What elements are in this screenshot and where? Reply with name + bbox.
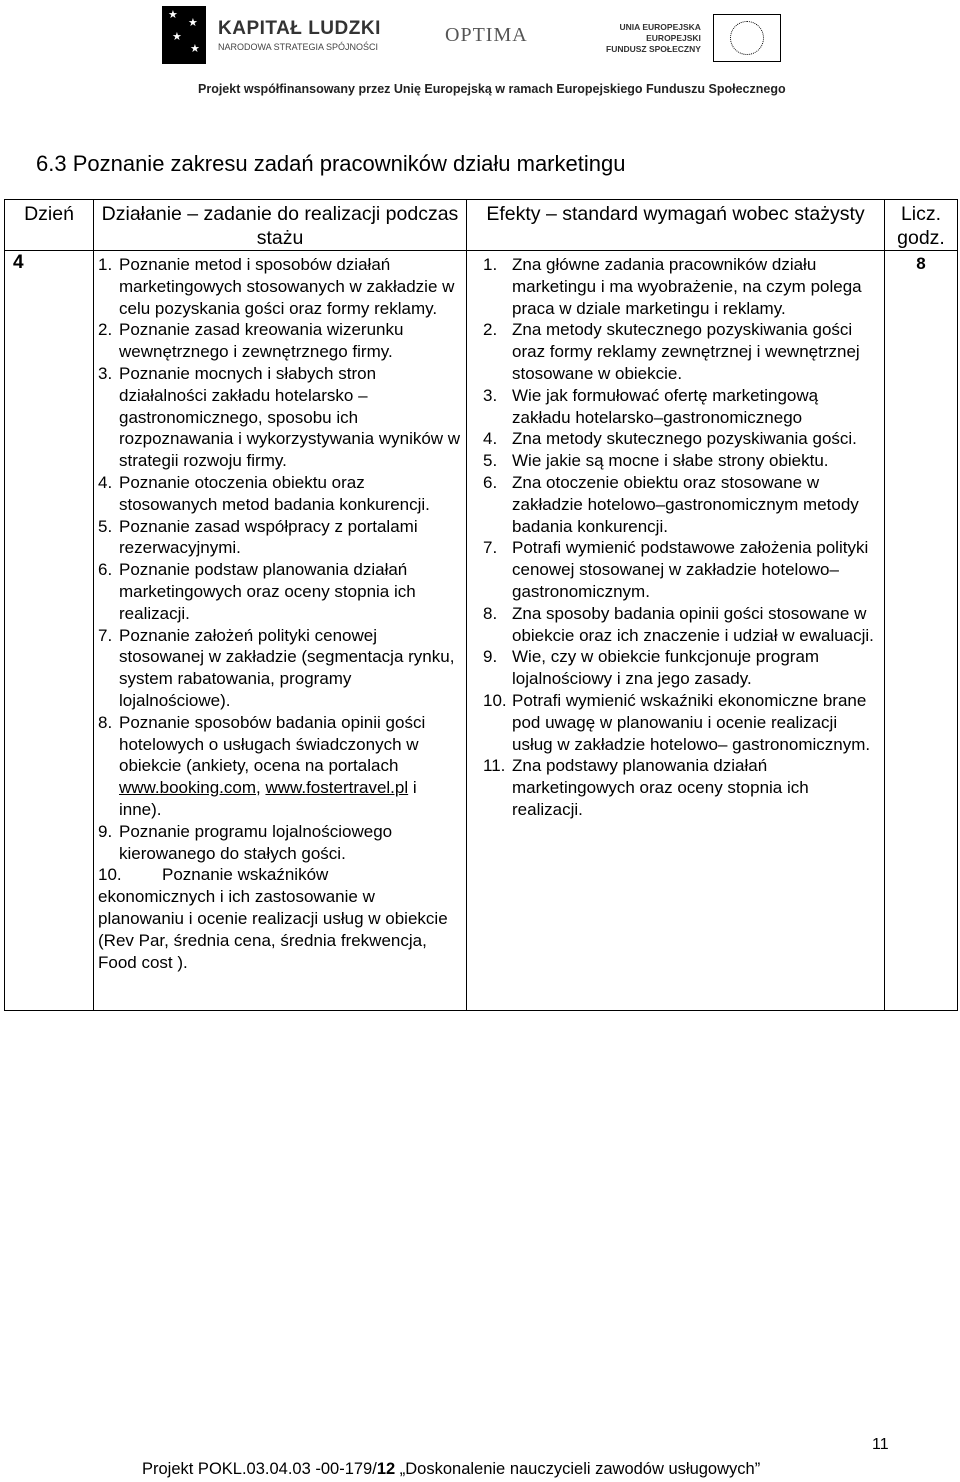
list-item: 11. Zna podstawy planowania działań marketingowych oraz oceny stopnia ich realizacji. [483,756,809,819]
list-item: 7. Poznanie założeń polityki cenowej stosowanej w zakładzie (segmentacja rynku, system rabatowania, programy lojalnościowe). [98,625,455,710]
header-hours: Licz. godz. [885,200,958,251]
list-item: 1. Poznanie metod i sposobów działań marketingowych stosowanych w zakładzie w celu pozyskania gości oraz formy reklamy. [98,255,455,318]
hours-cell: 8 [885,251,958,1011]
actions-list [94,251,466,973]
effects-cell [467,251,885,1011]
table-header-row [5,200,958,251]
header-day: Dzień [5,200,94,251]
list-item: 4. Poznanie otoczenia obiektu oraz stosowanych metod badania konkurencji. [98,472,430,514]
list-item: 10. Potrafi wymienić wskaźniki ekonomiczne brane pod uwagę w planowaniu i ocenie realizacji usług w zakładzie hotelowo– gastronomicznym. [483,690,871,754]
eu-logo [606,14,781,62]
list-item: 4. Zna metody skutecznego pozyskiwania gości. [483,429,857,449]
list-item: 9. Wie, czy w obiekcie funkcjonuje program lojalnościowy i zna jego zasady. [483,647,820,689]
eu-line-1: UNIA EUROPEJSKA [619,21,701,32]
eu-line-2: EUROPEJSKI [646,32,701,43]
page-number: 11 [872,1436,889,1453]
table-row [5,251,958,1011]
header-action: Działanie – zadanie do realizacji podczas stażu [94,200,467,251]
list-item: 3. Poznanie mocnych i słabych stron działalności zakładu hotelarsko – gastronomicznego, sposobu ich rozpoznawania i wykorzystywania wyników w strategii rozwoju firmy. [98,363,461,471]
kapital-ludzki-emblem-icon: ★ ★ ★ ★ [162,6,206,64]
kapital-ludzki-logo [162,6,381,64]
header-effects: Efekty – standard wymagań wobec stażysty [467,200,885,251]
list-item: 1. Zna główne zadania pracowników działu marketingu i ma wyobrażenie, na czym polega praca w dziale marketingu i reklamy. [483,255,862,318]
list-item: 6. Zna otoczenie obiektu oraz stosowane w zakładzie hotelowo–gastronomicznym metody badania konkurencji. [483,472,859,536]
actions-cell [94,251,467,1011]
list-item: 8. Poznanie sposobów badania opinii gości hotelowych o usługach świadczonych w obiekcie (ankiety, ocena na portalach www.booking.com, www.fostertravel.pl i inne). [98,712,426,819]
kapital-ludzki-subtitle: NARODOWA STRATEGIA SPÓJNOŚCI [218,42,379,52]
list-item: 6. Poznanie podstaw planowania działań marketingowych oraz oceny stopnia ich realizacji. [98,560,416,623]
list-item: 8. Zna sposoby badania opinii gości stosowane w obiekcie oraz ich znaczenie i udział w ewaluacji. [483,603,874,645]
list-item: 5. Poznanie zasad współpracy z portalami rezerwacyjnymi. [98,516,418,558]
section-title: 6.3 Poznanie zakresu zadań pracowników działu marketingu [36,151,626,176]
list-item: 9. Poznanie programu lojalnościowego kierowanego do stałych gości. [98,821,393,863]
list-item: 2. Zna metody skutecznego pozyskiwania gości oraz formy reklamy zewnętrznej i wewnętrznej stosowane w obiekcie. [483,320,860,383]
optima-logo: OPTIMA [445,24,528,46]
fostertravel-link[interactable]: www.fostertravel.pl [265,778,409,798]
list-item: 5. Wie jakie są mocne i słabe strony obiektu. [483,451,829,471]
booking-link[interactable]: www.booking.com [119,778,257,798]
day-cell: 4 [5,251,94,1011]
eu-flag-icon [713,14,781,62]
list-item: 3. Wie jak formułować ofertę marketingową zakładu hotelarsko–gastronomicznego [483,385,819,427]
kapital-ludzki-title: KAPITAŁ LUDZKI [218,18,381,39]
cofinancing-note: Projekt współfinansowany przez Unię Europejską w ramach Europejskiego Funduszu Społecznego [198,82,786,96]
effects-list [467,251,884,821]
list-item: 7. Potrafi wymienić podstawowe założenia polityki cenowej stosowanej w zakładzie hotelowo–gastronomicznym. [483,538,869,601]
internship-plan-table [4,199,958,1011]
list-item: 2. Poznanie zasad kreowania wizerunku wewnętrznego i zewnętrznego firmy. [98,320,404,362]
list-item: 10. Poznanie wskaźników ekonomicznych i ich zastosowanie w planowaniu i ocenie realizacji usług w obiekcie (Rev Par, średnia cena, średnia frekwencja, Food cost ). [98,865,448,972]
page-header [0,0,960,105]
page-footer: Projekt POKL.03.04.03 -00-179/12 „Doskonalenie nauczycieli zawodów usługowych” [142,1460,761,1478]
eu-line-3: FUNDUSZ SPOŁECZNY [606,43,701,54]
